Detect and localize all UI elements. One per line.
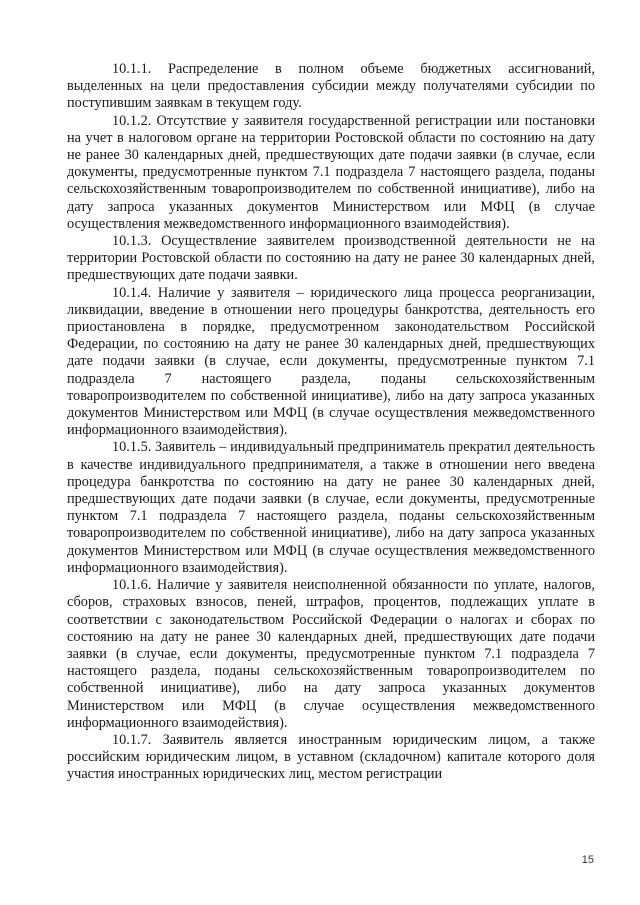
page-number: 15 bbox=[581, 854, 594, 866]
paragraph-10-1-2: 10.1.2. Отсутствие у заявителя государственной регистрации или постановки на учет в налоговом органе на территории Ростовской области по состоянию на дату не ранее 30 календарных дней, предшествующих дате подачи заявки (в случае, если документы, предусмотренные пунктом 7.1 подраздела 7 настоящего раздела, поданы сельскохозяйственным товаропроизводителем по собственной инициативе), либо на дату запроса указанных документов Министерством или МФЦ (в случае осуществления межведомственного информационного взаимодействия). bbox=[67, 112, 595, 232]
paragraph-10-1-6: 10.1.6. Наличие у заявителя неисполненной обязанности по уплате, налогов, сборов, страховых взносов, пеней, штрафов, процентов, подлежащих уплате в соответствии с законодательством Российской Федерации о налогах и сборах по состоянию на дату не ранее 30 календарных дней, предшествующих дате подачи заявки (в случае, если документы, предусмотренные пунктом 7.1 подраздела 7 настоящего раздела, поданы сельскохозяйственным товаропроизводителем по собственной инициативе), либо на дату запроса указанных документов Министерством или МФЦ (в случае осуществления межведомственного информационного взаимодействия). bbox=[67, 577, 595, 731]
paragraph-10-1-4: 10.1.4. Наличие у заявителя – юридического лица процесса реорганизации, ликвидации, введение в отношении него процедуры банкротства, деятельность его приостановлена в порядке, предусмотренном законодательством Российской Федерации, по состоянию на дату не ранее 30 календарных дней, предшествующих дате подачи заявки (в случае, если документы, предусмотренные пунктом 7.1 подраздела 7 настоящего раздела, поданы сельскохозяйственным товаропроизводителем по собственной инициативе), либо на дату запроса указанных документов Министерством или МФЦ (в случае осуществления межведомственного информационного взаимодействия). bbox=[67, 284, 595, 439]
paragraph-10-1-3: 10.1.3. Осуществление заявителем производственной деятельности не на территории Ростовской области по состоянию на дату не ранее 30 календарных дней, предшествующих дате подачи заявки. bbox=[67, 233, 595, 284]
paragraph-10-1-1: 10.1.1. Распределение в полном объеме бюджетных ассигнований, выделенных на цели предоставления субсидии между получателями субсидии по поступившим заявкам в текущем году. bbox=[67, 61, 595, 112]
document-body bbox=[67, 61, 595, 784]
paragraph-10-1-7: 10.1.7. Заявитель является иностранным юридическим лицом, а также российским юридическим лицом, в уставном (складочном) капитале которого доля участия иностранных юридических лиц, местом регистрации bbox=[67, 731, 595, 783]
paragraph-10-1-5: 10.1.5. Заявитель – индивидуальный предприниматель прекратил деятельность в качестве индивидуального предпринимателя, а также в отношении него введена процедура банкротства по состоянию на дату не ранее 30 календарных дней, предшествующих дате подачи заявки (в случае, если документы, предусмотренные пунктом 7.1 подраздела 7 настоящего раздела, поданы сельскохозяйственным товаропроизводителем по собственной инициативе), либо на дату запроса указанных документов Министерством или МФЦ (в случае осуществления межведомственного информационного взаимодействия). bbox=[67, 439, 595, 576]
